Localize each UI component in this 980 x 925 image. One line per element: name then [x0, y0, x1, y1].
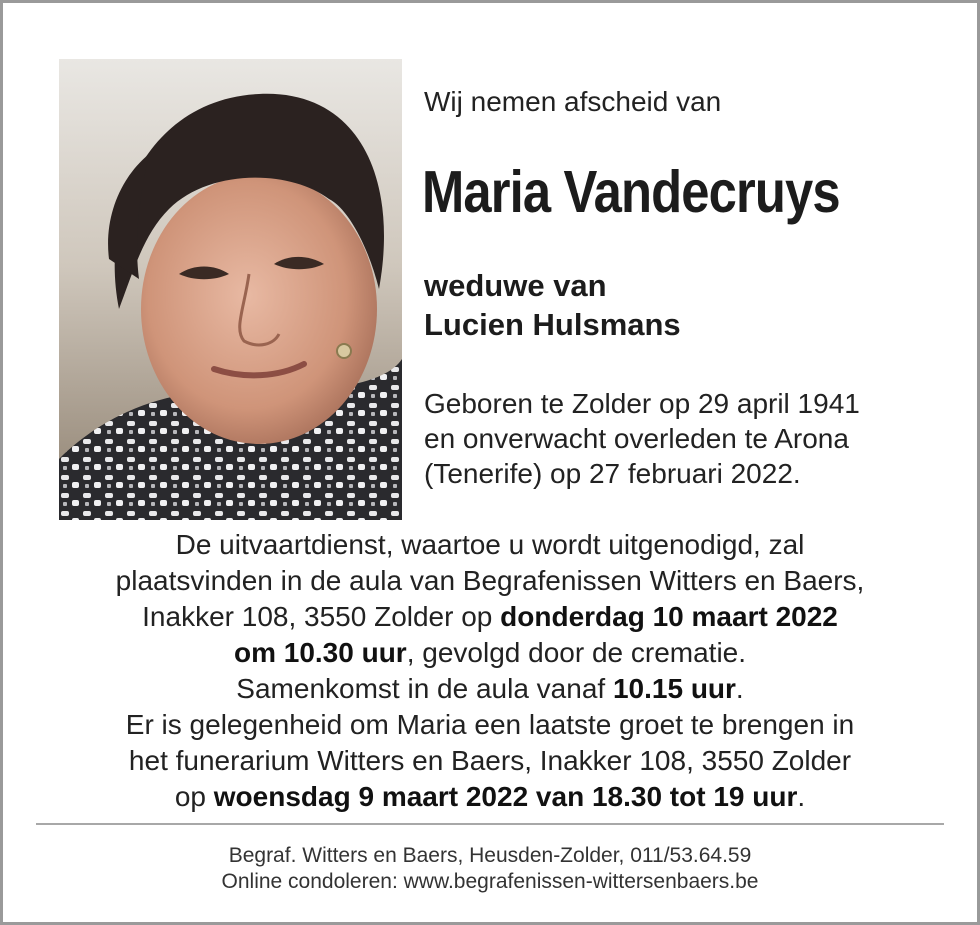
service-line: het funerarium Witters en Baers, Inakker 108, 3550 Zolder: [128, 745, 852, 776]
birth-death-info: [424, 386, 860, 491]
gathering-text: Samenkomst in de aula vanaf: [236, 673, 613, 704]
condolence-link[interactable]: Online condoleren: www.begrafenissen-wittersenbaers.be: [221, 870, 759, 893]
portrait-photo: [59, 59, 402, 520]
service-line: [30, 635, 950, 671]
widow-block: [424, 266, 681, 344]
footer: [30, 843, 950, 895]
period: .: [735, 673, 744, 704]
period: .: [797, 781, 806, 812]
divider: [36, 823, 944, 825]
service-address: Inakker 108, 3550 Zolder op: [142, 601, 501, 632]
spouse-name: Lucien Hulsmans: [424, 307, 681, 342]
gathering-time: 10.15 uur: [612, 673, 736, 704]
service-time: om 10.30 uur: [233, 637, 407, 668]
service-line: plaatsvinden in de aula van Begrafenissen Witters en Baers,: [115, 565, 865, 596]
birth-line: Geboren te Zolder op 29 april 1941: [424, 388, 860, 419]
service-line: [30, 599, 950, 635]
deceased-name: Maria Vandecruys: [422, 159, 840, 225]
death-place-line: (Tenerife) op 27 februari 2022.: [424, 458, 801, 489]
death-line: en onverwacht overleden te Arona: [424, 423, 849, 454]
service-line: De uitvaartdienst, waartoe u wordt uitgenodigd, zal: [175, 529, 805, 560]
intro-text: Wij nemen afscheid van: [424, 86, 722, 117]
service-line: Er is gelegenheid om Maria een laatste groet te brengen in: [125, 709, 855, 740]
visitation-time: woensdag 9 maart 2022 van 18.30 tot 19 uur: [213, 781, 798, 812]
visitation-prefix: op: [174, 781, 214, 812]
funeral-home-contact: Begraf. Witters en Baers, Heusden-Zolder, 011/53.64.59: [228, 844, 752, 867]
service-date: donderdag 10 maart 2022: [500, 601, 838, 632]
service-line: [30, 671, 950, 707]
service-details: [30, 527, 950, 815]
cremation-note: , gevolgd door de crematie.: [406, 637, 747, 668]
widow-label: weduwe van: [424, 268, 607, 303]
service-line: [30, 779, 950, 815]
